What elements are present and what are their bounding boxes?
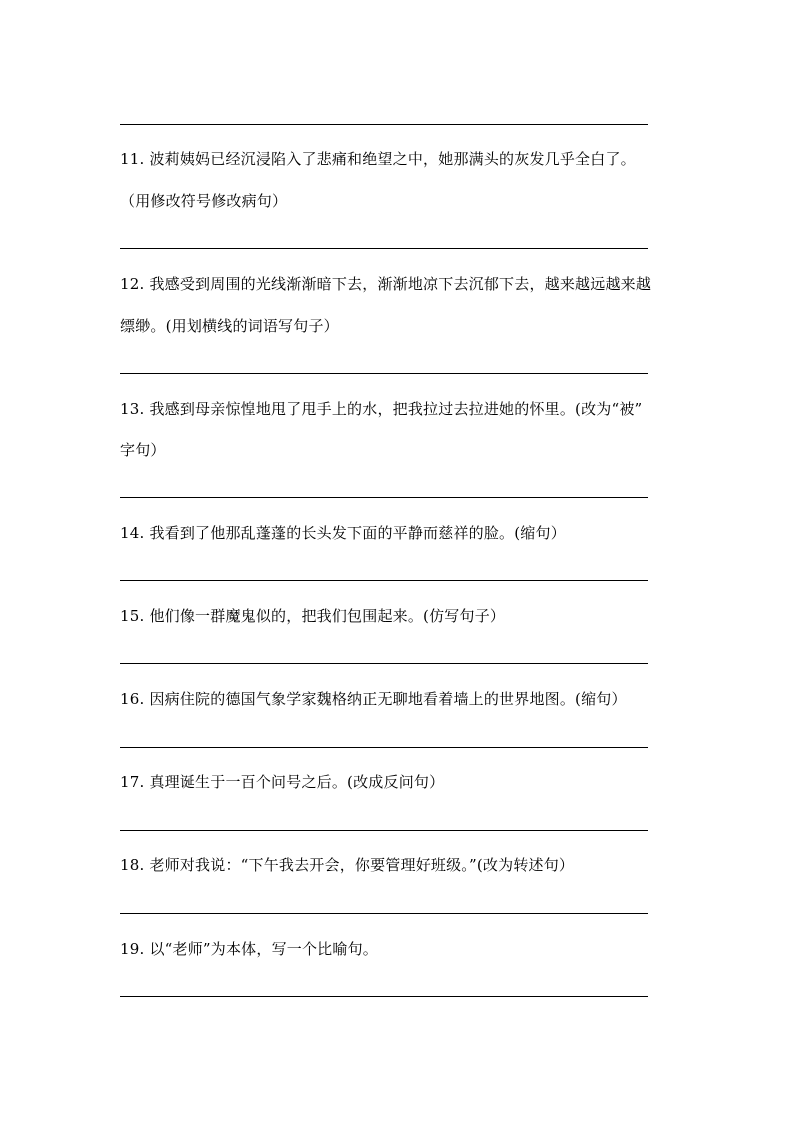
question-number: 17. — [120, 773, 145, 791]
answer-line-19[interactable] — [120, 996, 648, 997]
question-number: 16. — [120, 690, 145, 708]
question-19 — [120, 939, 378, 959]
question-11-instruction — [120, 191, 287, 211]
question-13-instruction — [120, 440, 166, 460]
question-number: 14. — [120, 524, 145, 542]
question-text: 真理诞生于一百个问号之后。(改成反问句） — [149, 773, 445, 791]
question-number: 11. — [120, 150, 145, 168]
answer-line-17[interactable] — [120, 830, 648, 831]
answer-line-18[interactable] — [120, 913, 648, 914]
question-text: 他们像一群魔鬼似的，把我们包围起来。(仿写句子） — [149, 607, 506, 625]
question-text: 我感到母亲惊惶地甩了甩手上的水，把我拉过去拉进她的怀里。(改为“被” — [149, 400, 643, 418]
question-12-instruction — [120, 316, 339, 336]
question-13 — [120, 399, 642, 419]
question-14 — [120, 523, 566, 543]
answer-line-16[interactable] — [120, 747, 648, 748]
answer-line-10[interactable] — [120, 124, 648, 125]
answer-line-13[interactable] — [120, 497, 648, 498]
answer-line-15[interactable] — [120, 663, 648, 664]
question-18 — [120, 855, 574, 875]
question-number: 15. — [120, 607, 145, 625]
answer-line-12[interactable] — [120, 373, 648, 374]
question-continuation: （用修改符号修改病句） — [120, 192, 288, 210]
question-number: 12. — [120, 275, 145, 293]
question-number: 19. — [120, 940, 145, 958]
question-text: 老师对我说：“下午我去开会，你要管理好班级。”(改为转述句） — [149, 856, 575, 874]
question-text: 我看到了他那乱蓬蓬的长头发下面的平静而慈祥的脸。(缩句） — [149, 524, 566, 542]
answer-line-14[interactable] — [120, 580, 648, 581]
question-continuation: 字句） — [120, 441, 166, 459]
question-text: 波莉姨妈已经沉浸陷入了悲痛和绝望之中，她那满头的灰发几乎全白了。 — [149, 150, 636, 168]
question-text: 以“老师”为本体，写一个比喻句。 — [149, 940, 378, 958]
question-12 — [120, 274, 651, 294]
question-number: 13. — [120, 400, 145, 418]
question-text: 我感受到周围的光线渐渐暗下去，渐渐地凉下去沉郁下去，越来越远越来越 — [149, 275, 652, 293]
answer-line-11[interactable] — [120, 248, 648, 249]
question-continuation: 缥缈。(用划横线的词语写句子） — [120, 317, 339, 335]
question-17 — [120, 772, 444, 792]
question-11 — [120, 149, 636, 169]
question-number: 18. — [120, 856, 145, 874]
question-15 — [120, 606, 505, 626]
question-text: 因病住院的德国气象学家魏格纳正无聊地看着墙上的世界地图。(缩句） — [149, 690, 627, 708]
question-16 — [120, 689, 627, 709]
